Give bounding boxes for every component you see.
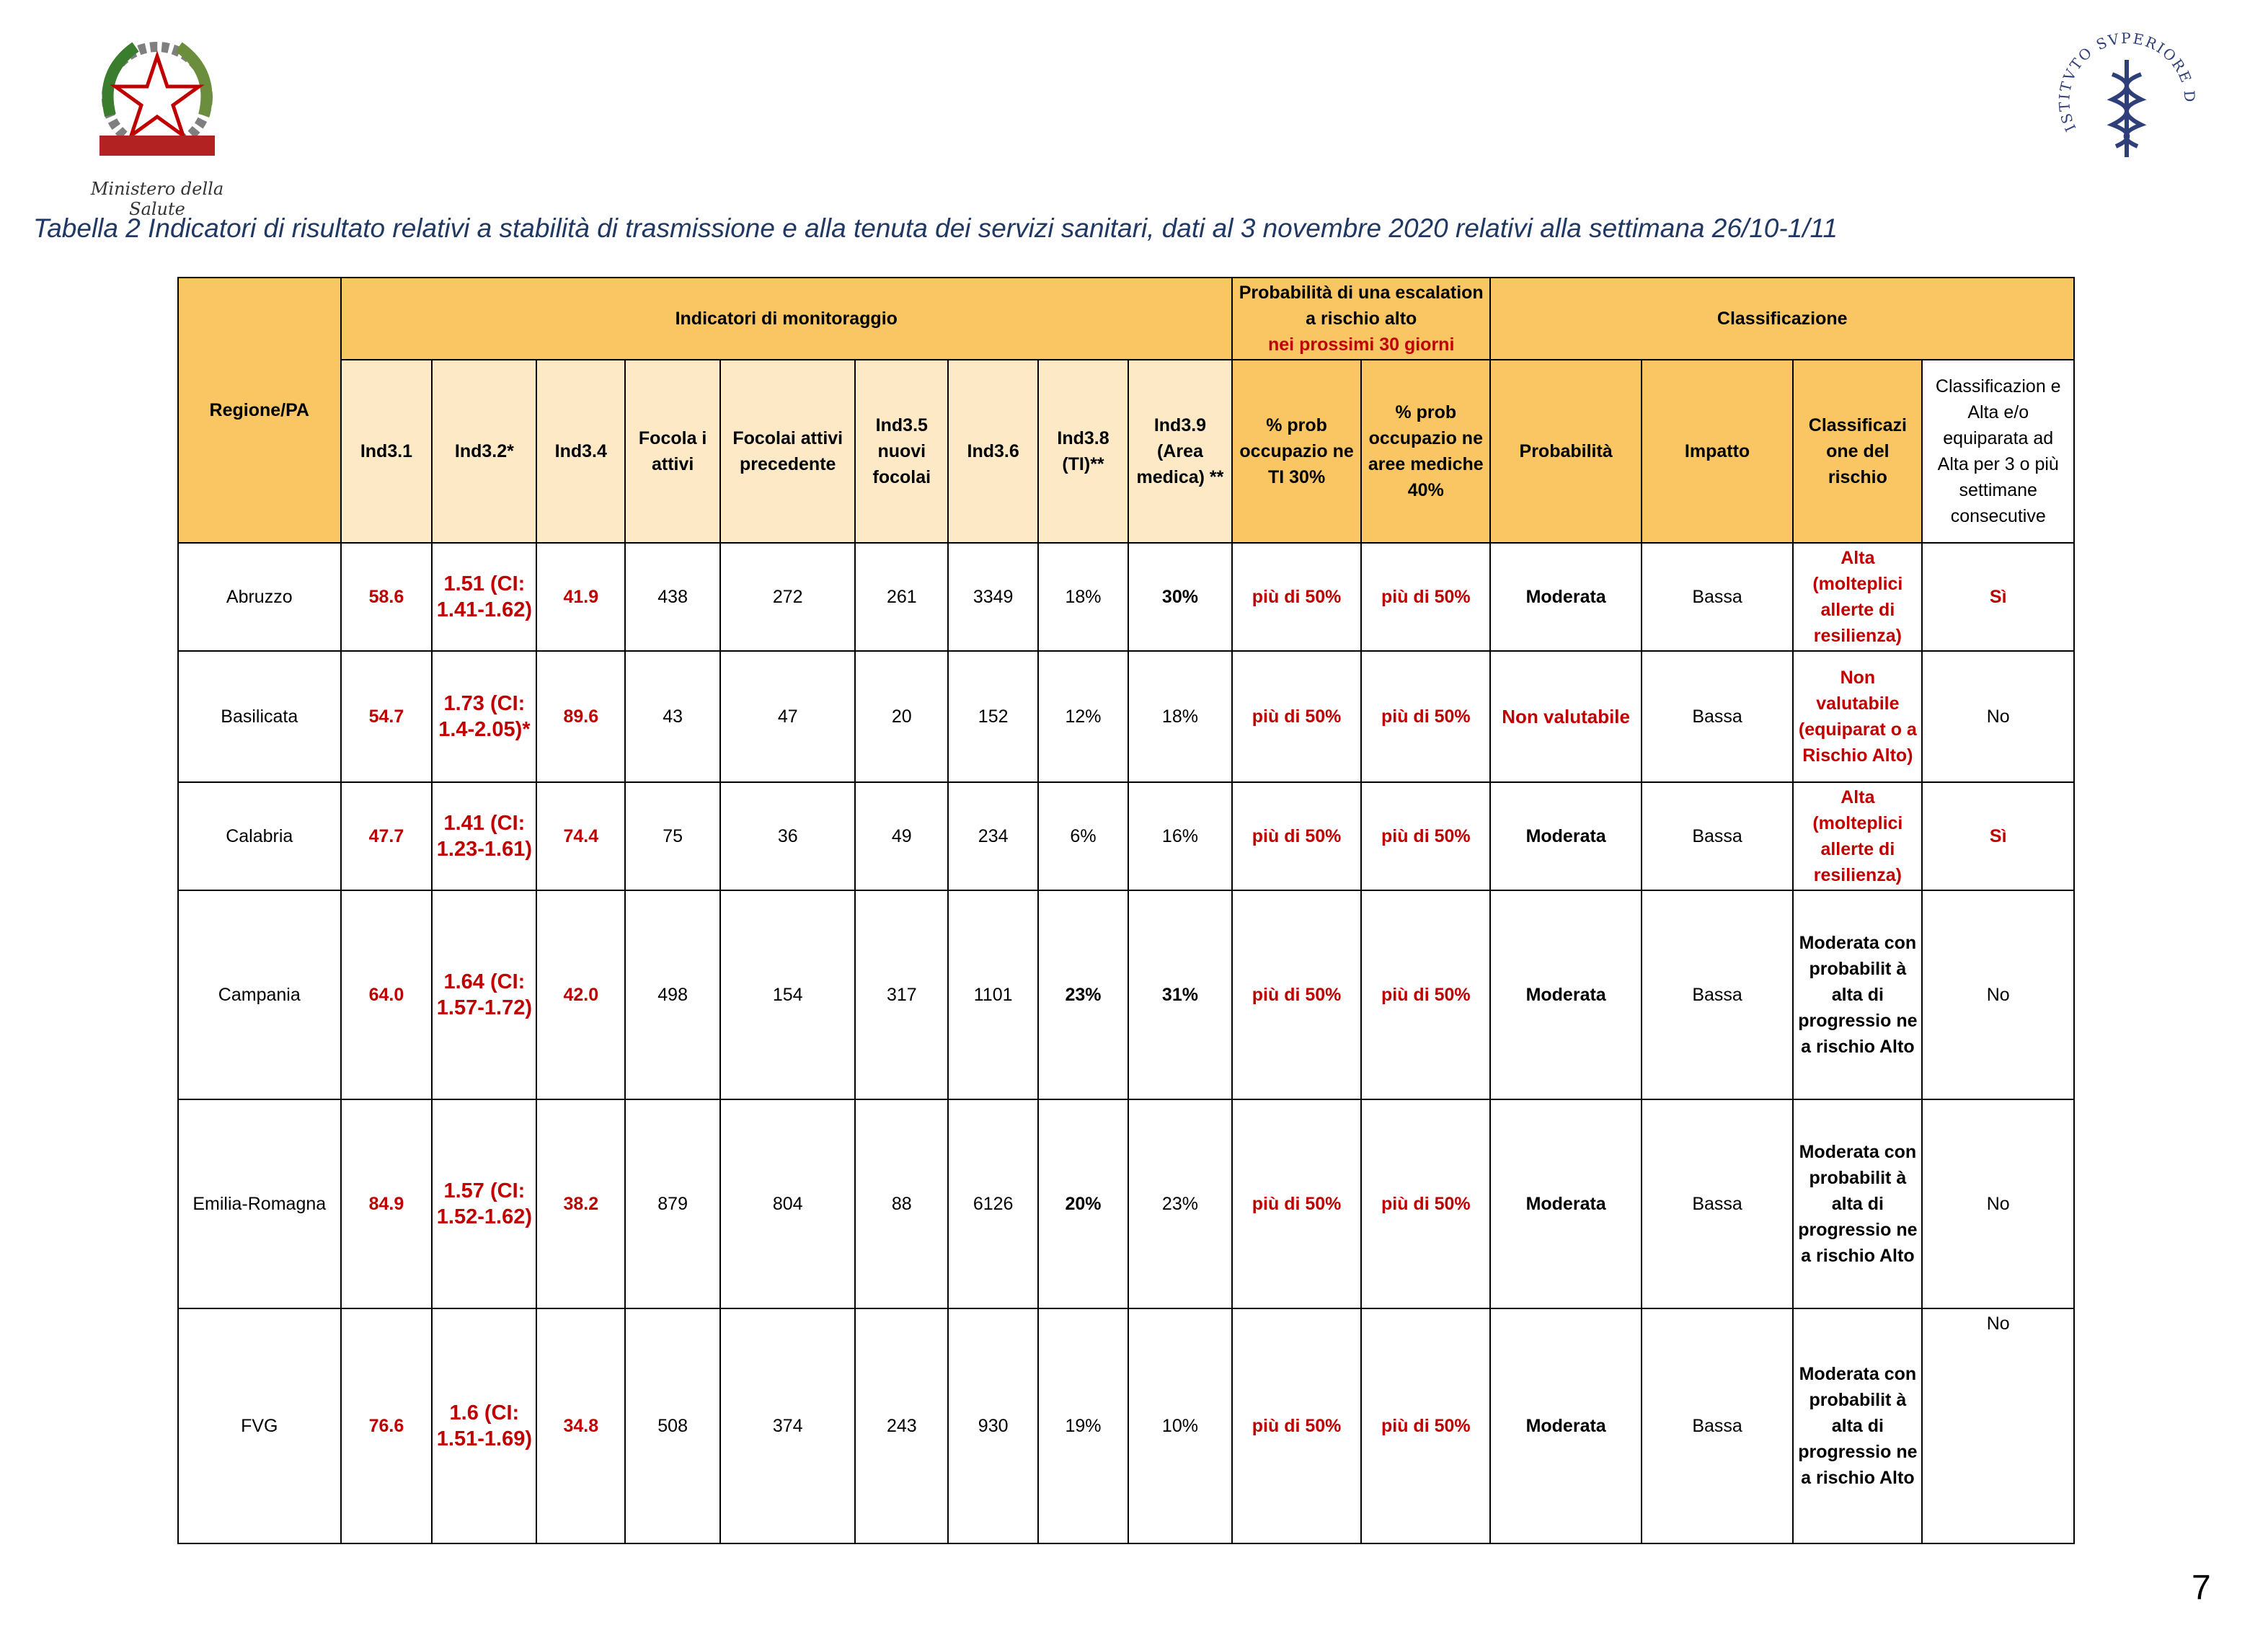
cell-probabilita: Moderata [1490, 890, 1641, 1099]
cell-ind38: 18% [1038, 543, 1128, 651]
cell-focolai: 498 [625, 890, 720, 1099]
cell-ind36: 3349 [948, 543, 1038, 651]
header-escalation [1232, 278, 1490, 360]
cell-ind36: 234 [948, 782, 1038, 890]
cell-impatto: Bassa [1642, 543, 1793, 651]
cell-prob-am: più di 50% [1361, 782, 1490, 890]
cell-ind39: 31% [1128, 890, 1232, 1099]
cell-ind36: 152 [948, 651, 1038, 782]
cell-prob-ti: più di 50% [1232, 890, 1361, 1099]
table-row [178, 890, 2074, 1099]
col-ind38: Ind3.8 (TI)** [1038, 360, 1128, 543]
cell-ind32: 1.73 (CI: 1.4-2.05)* [432, 651, 536, 782]
cell-ind32: 1.41 (CI: 1.23-1.61) [432, 782, 536, 890]
cell-ind38: 23% [1038, 890, 1128, 1099]
cell-prob-am: più di 50% [1361, 1099, 1490, 1308]
cell-ind35: 243 [855, 1308, 948, 1543]
cell-prob-am: più di 50% [1361, 543, 1490, 651]
cell-ind32: 1.51 (CI: 1.41-1.62) [432, 543, 536, 651]
cell-alta3: No [1922, 651, 2074, 782]
cell-focolai-prec: 272 [720, 543, 855, 651]
col-ind35: Ind3.5 nuovi focolai [855, 360, 948, 543]
cell-ind31: 64.0 [341, 890, 433, 1099]
cell-probabilita: Moderata [1490, 782, 1641, 890]
cell-ind39: 18% [1128, 651, 1232, 782]
cell-rischio: Moderata con probabilit à alta di progressio ne a rischio Alto [1793, 1308, 1922, 1543]
header-escalation-line2: nei prossimi 30 giorni [1268, 335, 1455, 355]
table-caption: Tabella 2 Indicatori di risultato relativi a stabilità di trasmissione e alla tenuta dei servizi sanitari, dati al 3 novembre 2020 relativi alla settimana 26/10-1/11 [33, 213, 1838, 243]
cell-alta3: No [1922, 1099, 2074, 1308]
iss-logo [2047, 20, 2206, 179]
col-ind34: Ind3.4 [536, 360, 625, 543]
cell-ind35: 20 [855, 651, 948, 782]
iss-seal-text: ISTITVTO SVPERIORE D [2055, 29, 2199, 135]
cell-ind39: 23% [1128, 1099, 1232, 1308]
col-ind36: Ind3.6 [948, 360, 1038, 543]
header-classification: Classificazione [1490, 278, 2074, 360]
cell-ind35: 49 [855, 782, 948, 890]
cell-ind34: 74.4 [536, 782, 625, 890]
cell-region: Basilicata [178, 651, 341, 782]
cell-region: Campania [178, 890, 341, 1099]
cell-rischio: Moderata con probabilit à alta di progressio ne a rischio Alto [1793, 1099, 1922, 1308]
cell-ind39: 10% [1128, 1308, 1232, 1543]
cell-focolai: 43 [625, 651, 720, 782]
table-row [178, 1099, 2074, 1308]
cell-alta3: No [1922, 1308, 2074, 1543]
cell-ind36: 1101 [948, 890, 1038, 1099]
cell-region: Abruzzo [178, 543, 341, 651]
cell-ind39: 16% [1128, 782, 1232, 890]
table-row [178, 651, 2074, 782]
col-ind39: Ind3.9 (Area medica) ** [1128, 360, 1232, 543]
cell-ind32: 1.57 (CI: 1.52-1.62) [432, 1099, 536, 1308]
cell-ind38: 12% [1038, 651, 1128, 782]
cell-probabilita: Moderata [1490, 543, 1641, 651]
cell-alta3: Sì [1922, 543, 2074, 651]
cell-probabilita: Moderata [1490, 1308, 1641, 1543]
cell-ind39: 30% [1128, 543, 1232, 651]
col-prob-am: % prob occupazio ne aree mediche 40% [1361, 360, 1490, 543]
cell-ind31: 76.6 [341, 1308, 433, 1543]
cell-prob-am: più di 50% [1361, 651, 1490, 782]
cell-ind38: 19% [1038, 1308, 1128, 1543]
col-impatto: Impatto [1642, 360, 1793, 543]
cell-rischio: Alta (molteplici allerte di resilienza) [1793, 543, 1922, 651]
col-rischio: Classificazi one del rischio [1793, 360, 1922, 543]
col-focolai-prec: Focolai attivi precedente [720, 360, 855, 543]
cell-prob-ti: più di 50% [1232, 651, 1361, 782]
cell-ind36: 6126 [948, 1099, 1038, 1308]
cell-focolai: 438 [625, 543, 720, 651]
col-ind31: Ind3.1 [341, 360, 433, 543]
cell-prob-ti: più di 50% [1232, 1099, 1361, 1308]
table-row [178, 782, 2074, 890]
iss-seal-icon [2047, 20, 2206, 179]
cell-ind34: 38.2 [536, 1099, 625, 1308]
cell-ind31: 54.7 [341, 651, 433, 782]
cell-ind32: 1.6 (CI: 1.51-1.69) [432, 1308, 536, 1543]
cell-prob-am: più di 50% [1361, 1308, 1490, 1543]
cell-impatto: Bassa [1642, 651, 1793, 782]
cell-ind34: 41.9 [536, 543, 625, 651]
cell-prob-ti: più di 50% [1232, 1308, 1361, 1543]
col-prob-ti: % prob occupazio ne TI 30% [1232, 360, 1361, 543]
cell-prob-ti: più di 50% [1232, 543, 1361, 651]
cell-ind31: 84.9 [341, 1099, 433, 1308]
cell-focolai-prec: 374 [720, 1308, 855, 1543]
header-region: Regione/PA [178, 278, 341, 543]
cell-ind38: 20% [1038, 1099, 1128, 1308]
cell-impatto: Bassa [1642, 1308, 1793, 1543]
ministry-label: Ministero della Salute [90, 179, 224, 219]
cell-probabilita: Non valutabile [1490, 651, 1641, 782]
cell-region: FVG [178, 1308, 341, 1543]
cell-ind35: 317 [855, 890, 948, 1099]
cell-ind34: 42.0 [536, 890, 625, 1099]
table-row [178, 543, 2074, 651]
cell-ind35: 261 [855, 543, 948, 651]
cell-impatto: Bassa [1642, 890, 1793, 1099]
col-probabilita: Probabilità [1490, 360, 1641, 543]
cell-rischio: Non valutabile (equiparat o a Rischio Alto) [1793, 651, 1922, 782]
cell-focolai-prec: 47 [720, 651, 855, 782]
cell-impatto: Bassa [1642, 782, 1793, 890]
cell-impatto: Bassa [1642, 1099, 1793, 1308]
cell-ind32: 1.64 (CI: 1.57-1.72) [432, 890, 536, 1099]
cell-focolai-prec: 154 [720, 890, 855, 1099]
header-monitoring: Indicatori di monitoraggio [341, 278, 1232, 360]
emblem-icon [85, 29, 229, 173]
header-escalation-line1: Probabilità di una escalation a rischio alto [1239, 283, 1484, 329]
cell-ind38: 6% [1038, 782, 1128, 890]
cell-ind31: 47.7 [341, 782, 433, 890]
cell-ind34: 34.8 [536, 1308, 625, 1543]
cell-rischio: Alta (molteplici allerte di resilienza) [1793, 782, 1922, 890]
col-ind32: Ind3.2* [432, 360, 536, 543]
col-focolai: Focola i attivi [625, 360, 720, 543]
cell-ind34: 89.6 [536, 651, 625, 782]
cell-probabilita: Moderata [1490, 1099, 1641, 1308]
cell-focolai-prec: 36 [720, 782, 855, 890]
col-alta3: Classificazion e Alta e/o equiparata ad Alta per 3 o più settimane consecutive [1922, 360, 2074, 543]
cell-ind31: 58.6 [341, 543, 433, 651]
cell-prob-am: più di 50% [1361, 890, 1490, 1099]
cell-rischio: Moderata con probabilit à alta di progressio ne a rischio Alto [1793, 890, 1922, 1099]
cell-alta3: No [1922, 890, 2074, 1099]
cell-focolai-prec: 804 [720, 1099, 855, 1308]
table-row [178, 1308, 2074, 1543]
cell-ind35: 88 [855, 1099, 948, 1308]
cell-focolai: 75 [625, 782, 720, 890]
cell-prob-ti: più di 50% [1232, 782, 1361, 890]
cell-alta3: Sì [1922, 782, 2074, 890]
cell-region: Emilia-Romagna [178, 1099, 341, 1308]
cell-region: Calabria [178, 782, 341, 890]
cell-focolai: 508 [625, 1308, 720, 1543]
cell-ind36: 930 [948, 1308, 1038, 1543]
indicators-table [177, 277, 2075, 1544]
page-number: 7 [2192, 1569, 2211, 1607]
cell-focolai: 879 [625, 1099, 720, 1308]
